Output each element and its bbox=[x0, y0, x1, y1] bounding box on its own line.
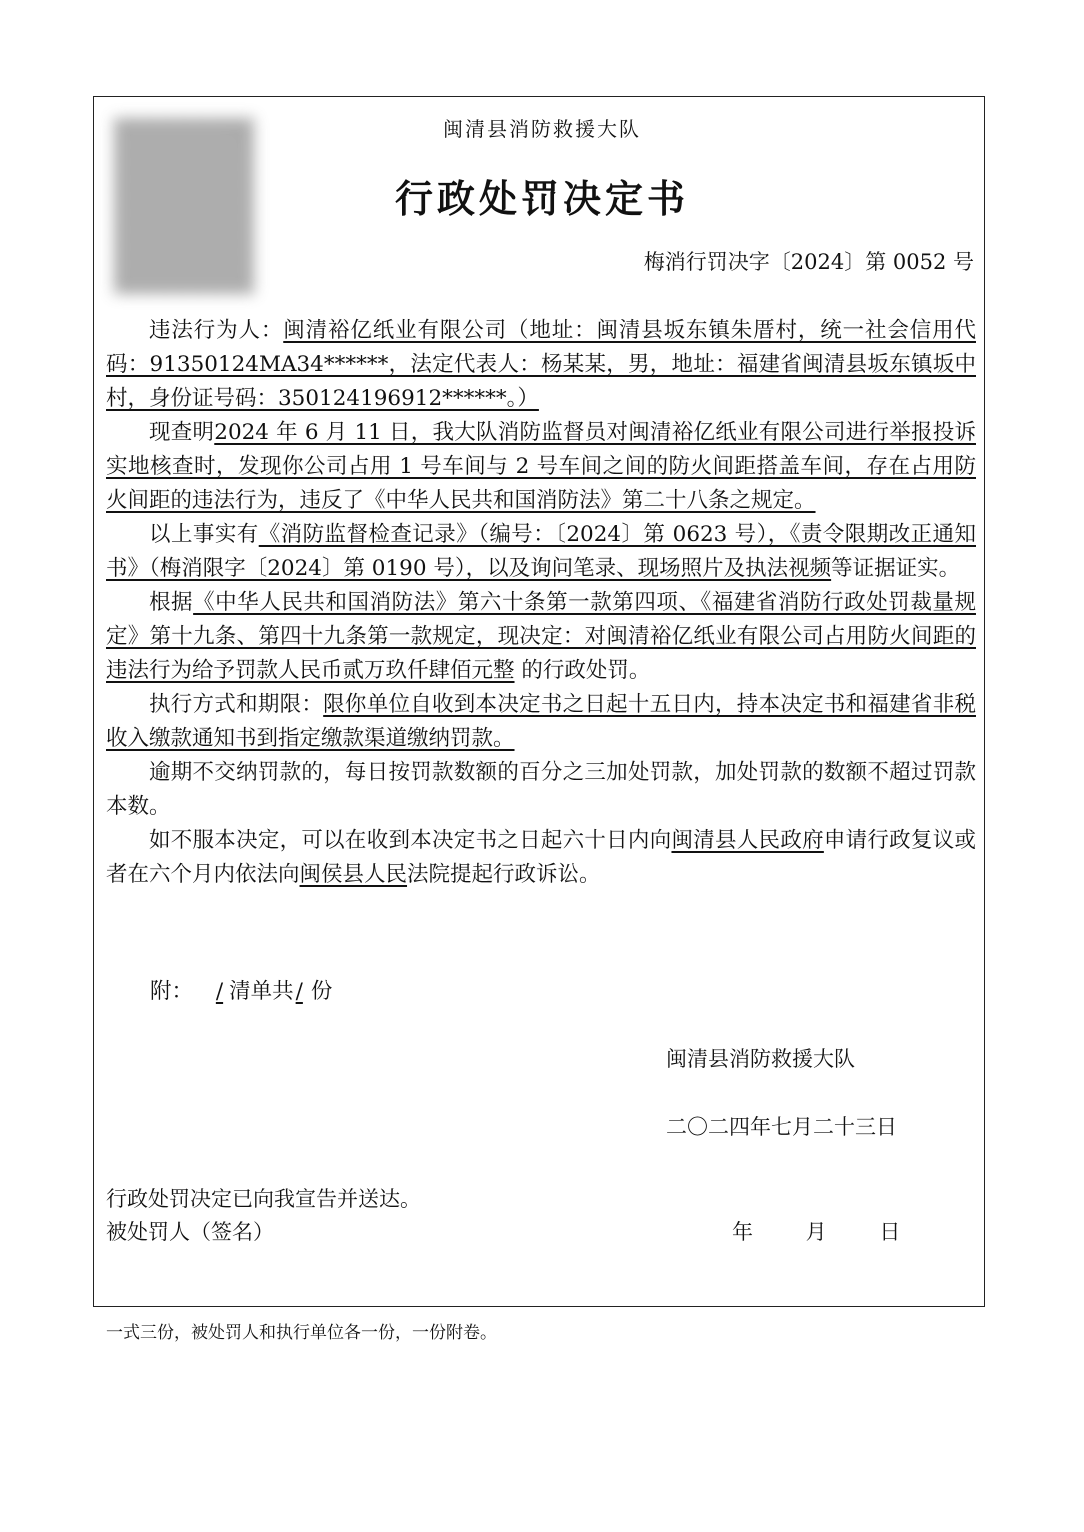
signature-date: 二〇二四年七月二十三日 bbox=[666, 1115, 897, 1139]
paragraph-offender: 违法行为人：闽清裕亿纸业有限公司（地址：闽清县坂东镇朱厝村，统一社会信用代码：91350124MA34******，法定代表人：杨某某，男，地址：福建省闽清县坂东镇坂中村，身份证号码：350124196912******。） bbox=[106, 318, 976, 411]
offender-details: 闽清裕亿纸业有限公司（地址：闽清县坂东镇朱厝村，统一社会信用代码：91350124MA34******，法定代表人：杨某某，男，地址：福建省闽清县坂东镇坂中村，身份证号码：350124196912******。） bbox=[106, 318, 976, 411]
acknowledgement-statement: 行政处罚决定已向我宣告并送达。 bbox=[106, 1187, 421, 1211]
paragraph-legal-basis: 根据《中华人民共和国消防法》第六十条第一款第四项、《福建省消防行政处罚裁量规定》第十九条、第四十九条第一款规定，现决定：对闽清裕亿纸业有限公司占用防火间距的违法行为给予罚款人民币贰万玖仟肆佰元整 的行政处罚。 bbox=[106, 590, 976, 683]
decision-body bbox=[106, 314, 976, 892]
recipient-signature-label: 被处罚人（签名） bbox=[106, 1220, 274, 1244]
court-name: 闽侯县人民 bbox=[299, 862, 408, 887]
paragraph-evidence: 以上事实有《消防监督检查记录》（编号：〔2024〕第 0623 号），《责令限期改正通知书》（梅消限字〔2024〕第 0190 号），以及询问笔录、现场照片及执法视频等证据证实。 bbox=[106, 522, 976, 581]
execution-terms: 限你单位自收到本决定书之日起十五日内，持本决定书和福建省非税收入缴款通知书到指定缴款渠道缴纳罚款。 bbox=[106, 692, 976, 751]
findings-text: 2024 年 6 月 11 日，我大队消防监督员对闽清裕亿纸业有限公司进行举报投诉实地核查时，发现你公司占用 1 号车间与 2 号车间之间的防火间距搭盖车间，存在占用防火间距的违法行为，违反了《中华人民共和国消防法》第二十八条之规定。 bbox=[106, 420, 976, 513]
footer-note: 一式三份，被处罚人和执行单位各一份，一份附卷。 bbox=[106, 1323, 497, 1343]
issuing-organization: 闽清县消防救援大队 bbox=[443, 117, 641, 141]
paragraph-execution: 执行方式和期限：限你单位自收到本决定书之日起十五日内，持本决定书和福建省非税收入缴款通知书到指定缴款渠道缴纳罚款。 bbox=[106, 692, 976, 751]
paragraph-findings: 现查明2024 年 6 月 11 日，我大队消防监督员对闽清裕亿纸业有限公司进行举报投诉实地核查时，发现你公司占用 1 号车间与 2 号车间之间的防火间距搭盖车间，存在占用防火间距的违法行为，违反了《中华人民共和国消防法》第二十八条之规定。 bbox=[106, 420, 976, 513]
review-authority: 闽清县人民政府 bbox=[671, 828, 824, 853]
document-title: 行政处罚决定书 bbox=[394, 176, 689, 221]
penalty-decision: 《中华人民共和国消防法》第六十条第一款第四项、《福建省消防行政处罚裁量规定》第十九条、第四十九条第一款规定，现决定：对闽清裕亿纸业有限公司占用防火间距的违法行为给予罚款人民币贰万玖仟肆佰元整 bbox=[106, 590, 976, 683]
paragraph-appeal: 如不服本决定，可以在收到本决定书之日起六十日内向闽清县人民政府申请行政复议或者在六个月内依法向闽侯县人民法院提起行政诉讼。 bbox=[106, 828, 976, 887]
acknowledgement-date: 年 月 日 bbox=[732, 1220, 901, 1244]
paragraph-late-fee: 逾期不交纳罚款的，每日按罚款数额的百分之三加处罚款，加处罚款的数额不超过罚款本数。 bbox=[106, 760, 976, 819]
evidence-list: 《消防监督检查记录》（编号：〔2024〕第 0623 号），《责令限期改正通知书》（梅消限字〔2024〕第 0190 号），以及询问笔录、现场照片及执法视频 bbox=[106, 522, 976, 581]
signature-organization: 闽清县消防救援大队 bbox=[666, 1047, 855, 1071]
document-number: 梅消行罚决字〔2024〕第 0052 号 bbox=[643, 250, 974, 274]
attachment-line: 附： / 清单共/ 份 bbox=[150, 979, 333, 1004]
